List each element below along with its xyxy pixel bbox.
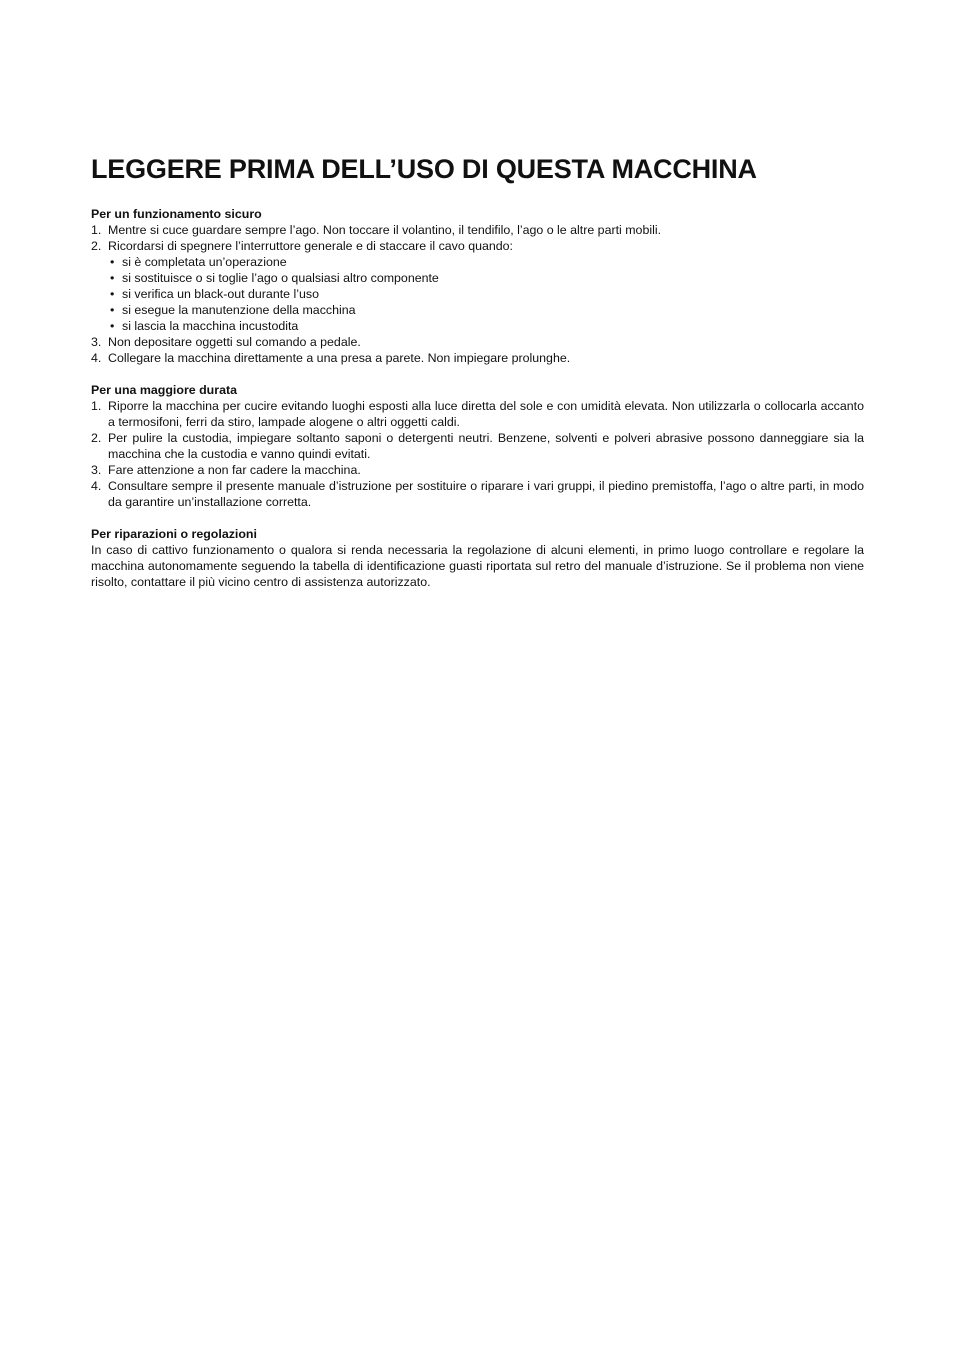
section-heading-durability: Per una maggiore durata <box>91 383 237 397</box>
list-number: 4. <box>91 479 102 493</box>
list-text: Consultare sempre il presente manuale d’istruzione per sostituire o riparare i vari gruppi, il piedino premistoffa, l’ago o altre parti, in modo da garantire un’installazione corretta. <box>108 479 864 509</box>
bullet-list <box>108 254 864 334</box>
list-item <box>91 334 864 350</box>
bullet-icon: • <box>110 271 115 285</box>
list-item <box>91 238 864 334</box>
section-heading-repairs: Per riparazioni o regolazioni <box>91 527 257 541</box>
bullet-text: si verifica un black-out durante l’uso <box>122 287 319 301</box>
list-text: Per pulire la custodia, impiegare soltanto saponi o detergenti neutri. Benzene, solventi e polveri abrasive possono danneggiare sia la macchina che la custodia e vanno quindi evitati. <box>108 431 864 461</box>
page-title: LEGGERE PRIMA DELL’USO DI QUESTA MACCHINA <box>91 154 757 184</box>
list-text: Mentre si cuce guardare sempre l’ago. Non toccare il volantino, il tendifilo, l’ago o le altre parti mobili. <box>108 223 662 237</box>
list-item <box>91 222 864 238</box>
section-repairs <box>91 526 864 590</box>
list-number: 3. <box>91 463 102 477</box>
list-item <box>91 350 864 366</box>
list-text: Fare attenzione a non far cadere la macchina. <box>108 463 361 477</box>
document-page <box>91 152 864 606</box>
list-number: 1. <box>91 223 102 237</box>
section-durability <box>91 382 864 510</box>
list-number: 2. <box>91 239 102 253</box>
list-number: 1. <box>91 399 102 413</box>
bullet-icon: • <box>110 255 115 269</box>
bullet-text: si sostituisce o si toglie l’ago o qualsiasi altro componente <box>122 271 439 285</box>
repairs-paragraph: In caso di cattivo funzionamento o qualora si renda necessaria la regolazione di alcuni elementi, in primo luogo controllare e regolare la macchina autonomamente seguendo la tabella di identificazione guasti riportata sul retro del manuale d’istruzione. Se il problema non viene risolto, contattare il più vicino centro di assistenza autorizzato. <box>91 543 864 589</box>
list-text: Riporre la macchina per cucire evitando luoghi esposti alla luce diretta del sole e con umidità elevata. Non utilizzarla o collocarla accanto a termosifoni, ferri da stiro, lampade alogene o altri oggetti caldi. <box>108 399 864 429</box>
bullet-icon: • <box>110 287 115 301</box>
list-item <box>91 462 864 478</box>
bullet-item <box>108 270 864 286</box>
list-text: Collegare la macchina direttamente a una presa a parete. Non impiegare prolunghe. <box>108 351 571 365</box>
list-item <box>91 478 864 510</box>
list-item <box>91 398 864 430</box>
list-number: 2. <box>91 431 102 445</box>
bullet-item <box>108 318 864 334</box>
bullet-text: si esegue la manutenzione della macchina <box>122 303 356 317</box>
bullet-icon: • <box>110 303 115 317</box>
bullet-item <box>108 286 864 302</box>
bullet-item <box>108 302 864 318</box>
list-text: Ricordarsi di spegnere l’interruttore generale e di staccare il cavo quando: <box>108 239 513 253</box>
list-number: 4. <box>91 351 102 365</box>
section-heading-safe: Per un funzionamento sicuro <box>91 207 262 221</box>
bullet-text: si lascia la macchina incustodita <box>122 319 299 333</box>
safe-list <box>91 222 864 366</box>
bullet-icon: • <box>110 319 115 333</box>
bullet-item <box>108 254 864 270</box>
section-safe-operation <box>91 206 864 366</box>
list-text: Non depositare oggetti sul comando a pedale. <box>108 335 361 349</box>
bullet-text: si è completata un’operazione <box>122 255 287 269</box>
durability-list <box>91 398 864 510</box>
list-item <box>91 430 864 462</box>
list-number: 3. <box>91 335 102 349</box>
